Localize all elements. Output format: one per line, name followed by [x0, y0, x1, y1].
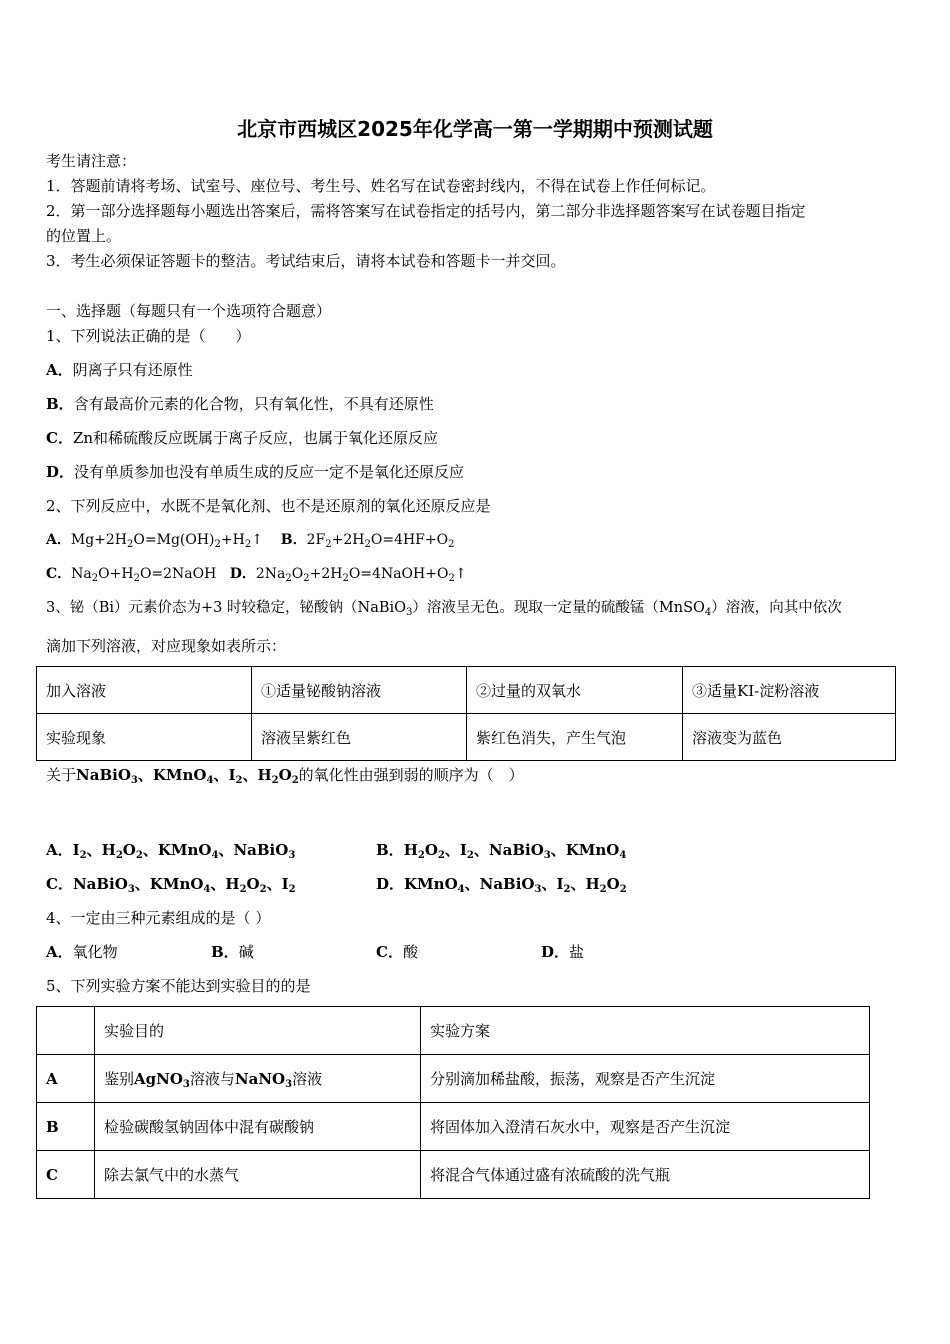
option-letter: A． [46, 361, 73, 379]
option-letter: C． [46, 566, 72, 582]
option-text: 含有最高价元素的化合物，只有氧化性，不具有还原性 [73, 395, 434, 413]
table-row [37, 1007, 870, 1055]
notice-item: 的位置上。 [46, 227, 122, 245]
question-1-option-a [46, 360, 193, 380]
option-text: 没有单质参加也没有单质生成的反应一定不是氧化还原反应 [74, 463, 465, 481]
question-4-option-d: D．盐 [541, 943, 585, 961]
table-cell [37, 1007, 95, 1055]
question-5-table [36, 1006, 870, 1199]
question-3-stem: 3、铋（Bi）元素价态为+3 时较稳定，铋酸钠（NaBiO$_3$）溶液呈无色。现取一定量的硫酸锰（MnSO$_4$）溶液，向其中依次 [46, 600, 842, 618]
question-1-stem: 1、下列说法正确的是（ ） [46, 327, 251, 345]
table-cell: 实验方案 [421, 1007, 870, 1055]
table-cell: ①适量铋酸钠溶液 [252, 667, 467, 714]
table-cell: 鉴别AgNO$_3$溶液与NaNO$_3$溶液 [95, 1055, 421, 1103]
option-letter: A． [46, 532, 71, 548]
table-cell: ③适量KI-淀粉溶液 [683, 667, 896, 714]
question-3-table [36, 666, 896, 761]
question-3-option-d: D．KMnO$_4$、NaBiO$_3$、$I_2$、$H_2O_2$ [376, 875, 627, 895]
page-title: 北京市西城区2025年化学高一第一学期期中预测试题 [237, 117, 713, 141]
question-5-stem: 5、下列实验方案不能达到实验目的的是 [46, 977, 311, 995]
notice-item: 2．第一部分选择题每小题选出答案后，需将答案写在试卷指定的括号内，第二部分非选择题答案写在试卷题目指定 [46, 202, 806, 220]
question-1-option-c [46, 428, 438, 448]
option-text: 阴离子只有还原性 [72, 361, 193, 379]
table-cell: 检验碳酸氢钠固体中混有碳酸钠 [95, 1103, 421, 1151]
question-2-options-ab [46, 530, 454, 550]
option-letter: C． [46, 429, 73, 447]
notice-item: 3．考生必须保证答题卡的整洁。考试结束后，请将本试卷和答题卡一并交回。 [46, 252, 566, 270]
question-1-option-d [46, 462, 464, 482]
option-letter: D． [46, 463, 75, 481]
option-formula: $Mg+2H_2O=Mg(OH)_2+H_2↑$ [70, 532, 263, 550]
table-cell: 加入溶液 [37, 667, 252, 714]
table-cell: 实验目的 [95, 1007, 421, 1055]
table-cell: B [37, 1103, 95, 1151]
question-3-option-a: A．$I_2$、$H_2O_2$、KMnO$_4$、NaBiO$_3$ [46, 841, 296, 861]
question-3-question: 关于NaBiO$_3$、KMnO$_4$、$I_2$、$H_2O_2$的氧化性由强到弱的顺序为（ ） [46, 766, 524, 786]
option-letter: B． [46, 395, 74, 413]
question-3-option-b: B．$H_2O_2$、$I_2$、NaBiO$_3$、KMnO$_4$ [376, 841, 627, 861]
option-letter: B． [280, 532, 307, 548]
section-heading: 一、选择题（每题只有一个选项符合题意） [46, 302, 332, 320]
table-cell: C [37, 1151, 95, 1199]
table-cell: 除去氯气中的水蒸气 [95, 1151, 421, 1199]
option-formula: $Na_2O+H_2O=2NaOH$ [71, 566, 217, 584]
question-1-option-b [46, 394, 434, 414]
table-cell: 溶液呈紫红色 [252, 714, 467, 761]
table-cell: ②过量的双氧水 [467, 667, 683, 714]
question-4-option-b: B．碱 [211, 943, 254, 961]
table-cell: 紫红色消失，产生气泡 [467, 714, 683, 761]
table-row [37, 714, 896, 761]
notice-item: 1．答题前请将考场、试室号、座位号、考生号、姓名写在试卷密封线内，不得在试卷上作任何标记。 [46, 177, 716, 195]
question-2-options-cd [46, 564, 467, 584]
question-3-option-c: C．NaBiO$_3$、KMnO$_4$、$H_2O_2$、$I_2$ [46, 875, 296, 895]
table-row [37, 1103, 870, 1151]
question-2-stem: 2、下列反应中，水既不是氧化剂、也不是还原剂的氧化还原反应是 [46, 497, 491, 515]
question-3-stem-line2: 滴加下列溶液，对应现象如表所示： [46, 637, 287, 655]
table-row [37, 1151, 870, 1199]
question-4-option-c: C．酸 [376, 943, 418, 961]
table-cell: 分别滴加稀盐酸，振荡，观察是否产生沉淀 [421, 1055, 870, 1103]
table-row [37, 1055, 870, 1103]
question-4-stem: 4、一定由三种元素组成的是（ ） [46, 909, 271, 927]
table-cell: 将固体加入澄清石灰水中，观察是否产生沉淀 [421, 1103, 870, 1151]
table-cell: 溶液变为蓝色 [683, 714, 896, 761]
table-cell: 将混合气体通过盛有浓硫酸的洗气瓶 [421, 1151, 870, 1199]
table-cell: 实验现象 [37, 714, 252, 761]
notice-heading: 考生请注意： [46, 152, 137, 170]
option-letter: D． [229, 566, 256, 582]
table-row [37, 667, 896, 714]
option-formula: $2Na_2O_2+2H_2O=4NaOH+O_2↑$ [255, 566, 467, 584]
table-cell: A [37, 1055, 95, 1103]
option-text: Zn和稀硫酸反应既属于离子反应，也属于氧化还原反应 [72, 429, 439, 447]
question-4-option-a: A．氧化物 [46, 943, 118, 961]
option-formula: $2F_2+2H_2O=4HF+O_2$ [306, 532, 455, 550]
